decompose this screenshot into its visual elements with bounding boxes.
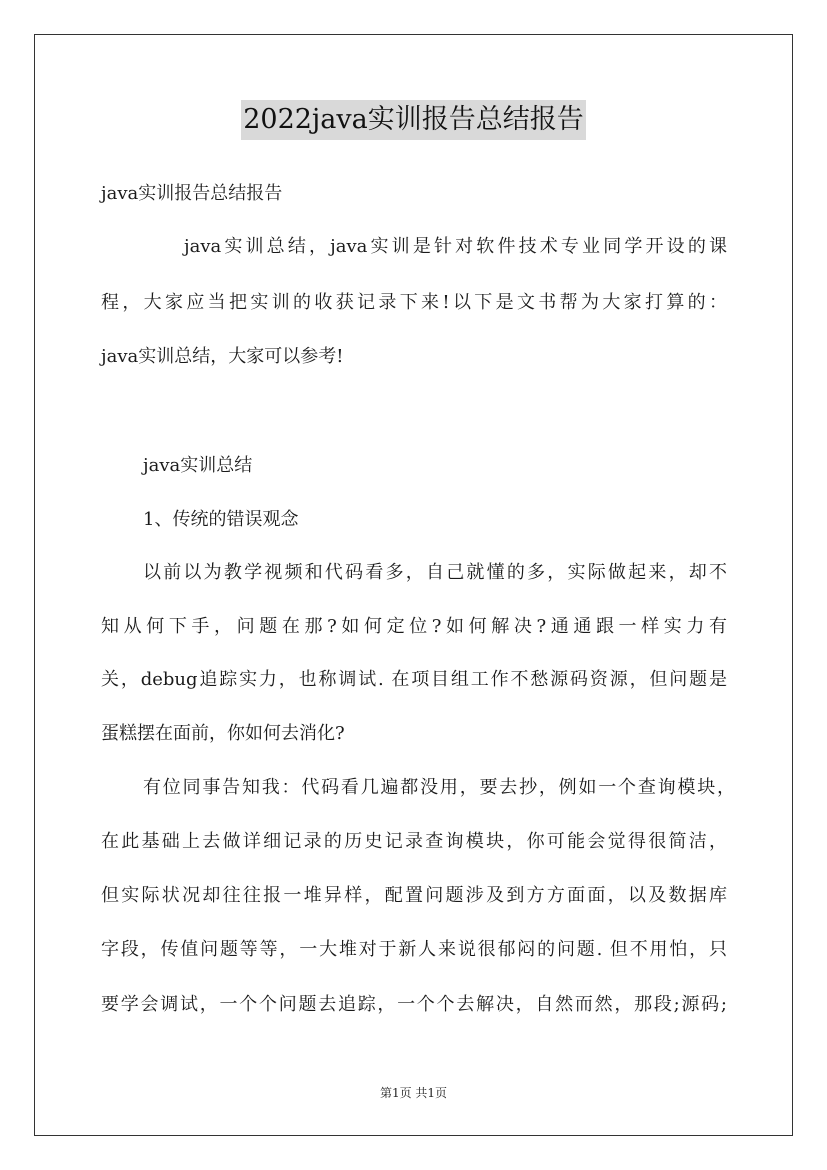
title-container xyxy=(0,100,827,140)
point-heading: 1、传统的错误观念 xyxy=(143,509,299,530)
paragraph2-line-1: 有位同事告知我：代码看几遍都没用，要去抄，例如一个查询模块， xyxy=(143,777,735,798)
paragraph2-line-4: 字段，传值问题等等，一大堆对于新人来说很郁闷的问题. 但不用怕，只 xyxy=(101,939,727,960)
paragraph1-line-1: 以前以为教学视频和代码看多，自己就懂的多，实际做起来，却不 xyxy=(143,562,727,583)
document-subtitle: java实训报告总结报告 xyxy=(101,183,283,204)
intro-line-3: java实训总结，大家可以参考! xyxy=(101,346,344,367)
paragraph2-line-5: 要学会调试，一个个问题去追踪，一个个去解决，自然而然，那段;源码; xyxy=(101,994,727,1015)
intro-line-2: 程，大家应当把实训的收获记录下来!以下是文书帮为大家打算的： xyxy=(101,292,727,313)
paragraph2-line-2: 在此基础上去做详细记录的历史记录查询模块，你可能会觉得很简洁， xyxy=(101,831,727,852)
paragraph1-line-3: 关，debug追踪实力，也称调试. 在项目组工作不愁源码资源，但问题是 xyxy=(101,669,727,690)
paragraph1-line-2: 知从何下手，问题在那?如何定位?如何解决?通通跟一样实力有 xyxy=(101,616,727,637)
page-footer: 第1页 共1页 xyxy=(379,1086,448,1100)
paragraph1-line-4: 蛋糕摆在面前，你如何去消化? xyxy=(101,723,345,744)
paragraph2-line-3: 但实际状况却往往报一堆异样，配置问题涉及到方方面面，以及数据库 xyxy=(101,885,727,906)
intro-line-1: java实训总结，java实训是针对软件技术专业同学开设的课 xyxy=(184,236,727,257)
document-title: 2022java实训报告总结报告 xyxy=(241,100,586,140)
section-heading: java实训总结 xyxy=(143,455,253,476)
